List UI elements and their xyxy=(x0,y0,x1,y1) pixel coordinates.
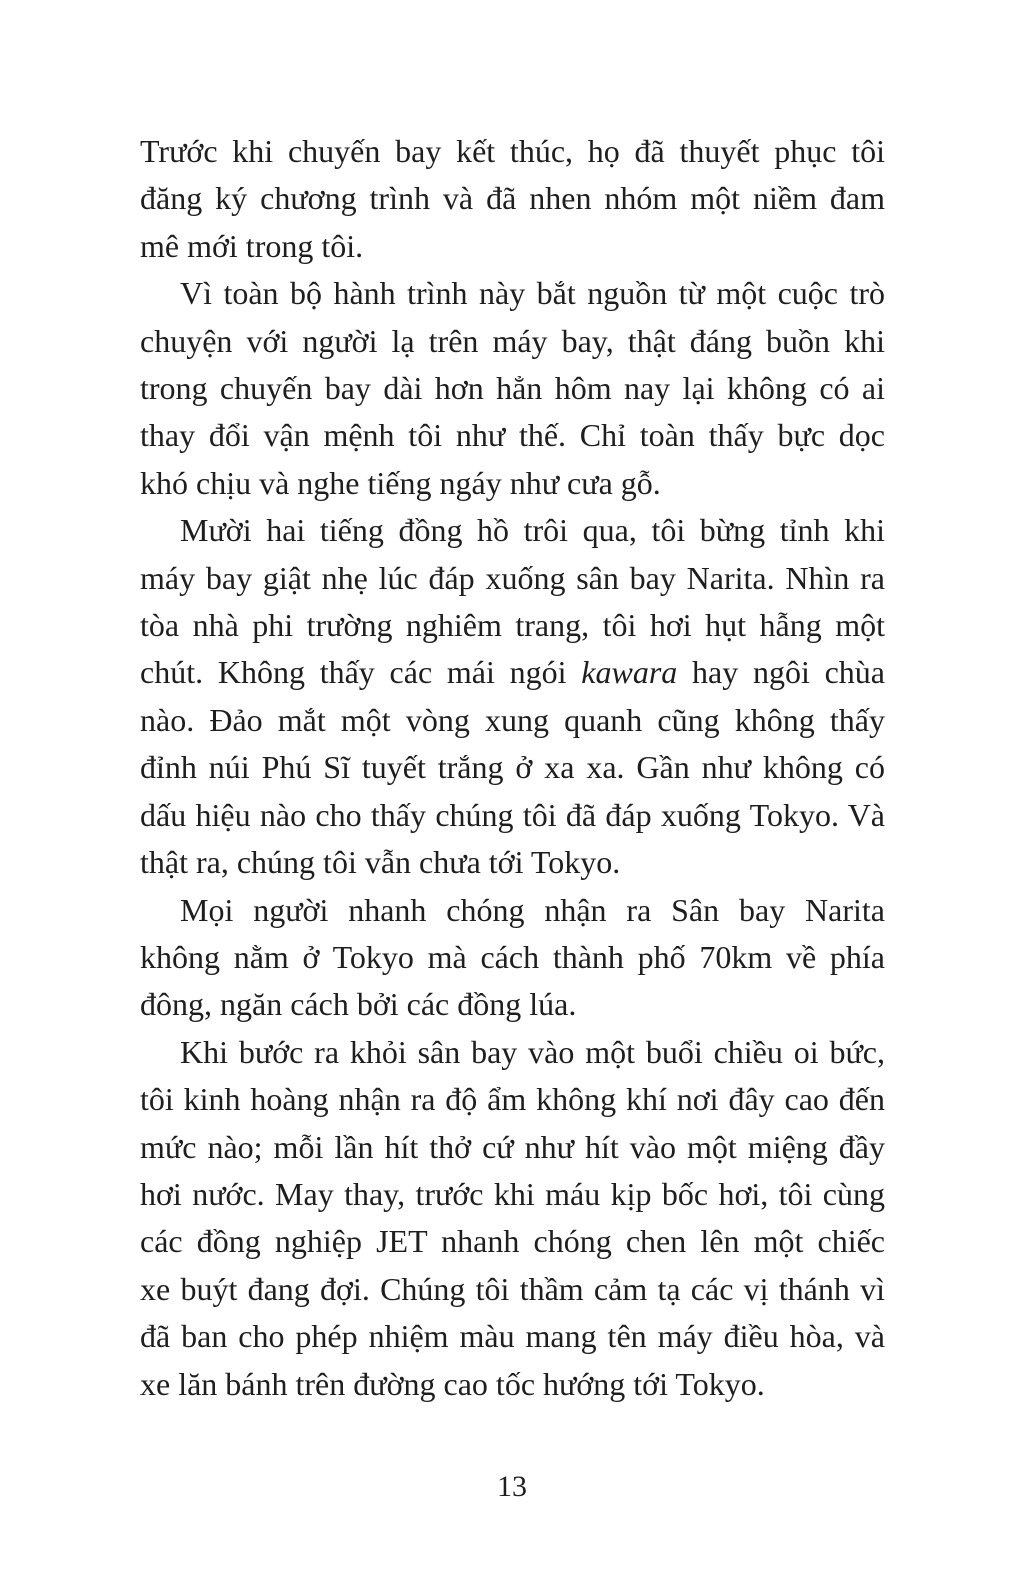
text-line: mức nào; mỗi lần hít thở cứ như hít vào một miệng đầy xyxy=(140,1128,885,1165)
text-line: tòa nhà phi trường nghiêm trang, tôi hơi hụt hẫng một xyxy=(140,607,885,644)
paragraph xyxy=(140,887,885,1029)
text-line: xe lăn bánh trên đường cao tốc hướng tới Tokyo. xyxy=(140,1365,765,1402)
text-line: chút. Không thấy các mái ngói kawara hay ngôi chùa xyxy=(140,654,886,691)
page-number: 13 xyxy=(497,1470,527,1503)
text-line: hơi nước. May thay, trước khi máu kịp bốc hơi, tôi cùng xyxy=(140,1175,885,1212)
text-line: các đồng nghiệp JET nhanh chóng chen lên một chiếc xyxy=(140,1223,885,1260)
text-line: Trước khi chuyến bay kết thúc, họ đã thuyết phục tôi xyxy=(140,133,885,169)
text-line: máy bay giật nhẹ lúc đáp xuống sân bay Narita. Nhìn ra xyxy=(140,559,885,596)
text-line: Mọi người nhanh chóng nhận ra Sân bay Narita xyxy=(180,891,885,928)
text-line: nào. Đảo mắt một vòng xung quanh cũng không thấy xyxy=(140,701,885,738)
text-line: xe buýt đang đợi. Chúng tôi thầm cảm tạ các vị thánh vì xyxy=(140,1270,885,1307)
paragraph xyxy=(140,128,885,270)
text-line: đỉnh núi Phú Sĩ tuyết trắng ở xa xa. Gần như không có xyxy=(140,749,885,786)
text-line: Khi bước ra khỏi sân bay vào một buổi chiều oi bức, xyxy=(180,1033,885,1070)
text-line: đăng ký chương trình và đã nhen nhóm một niềm đam xyxy=(140,180,885,217)
paragraph xyxy=(140,507,885,886)
text-line: khó chịu và nghe tiếng ngáy như cưa gỗ. xyxy=(140,464,661,501)
text-line: tôi kinh hoàng nhận ra độ ẩm không khí nơi đây cao đến xyxy=(140,1081,885,1118)
text-line: đông, ngăn cách bởi các đồng lúa. xyxy=(140,986,577,1023)
text-line: dấu hiệu nào cho thấy chúng tôi đã đáp xuống Tokyo. Và xyxy=(140,796,885,833)
page-body-text xyxy=(140,128,885,1408)
text-line: đã ban cho phép nhiệm màu mang tên máy điều hòa, và xyxy=(140,1318,885,1355)
text-line: thật ra, chúng tôi vẫn chưa tới Tokyo. xyxy=(140,844,621,881)
text-line: trong chuyến bay dài hơn hẳn hôm nay lại không có ai xyxy=(140,370,885,407)
text-line: không nằm ở Tokyo mà cách thành phố 70km về phía xyxy=(140,938,885,975)
text-line: Vì toàn bộ hành trình này bắt nguồn từ một cuộc trò xyxy=(180,275,885,312)
text-line: mê mới trong tôi. xyxy=(140,227,364,264)
paragraph xyxy=(140,1029,885,1408)
paragraph xyxy=(140,270,885,507)
text-line: thay đổi vận mệnh tôi như thế. Chỉ toàn thấy bực dọc xyxy=(140,417,885,454)
text-line: Mười hai tiếng đồng hồ trôi qua, tôi bừng tỉnh khi xyxy=(180,512,885,549)
text-line: chuyện với người lạ trên máy bay, thật đáng buồn khi xyxy=(140,322,885,359)
